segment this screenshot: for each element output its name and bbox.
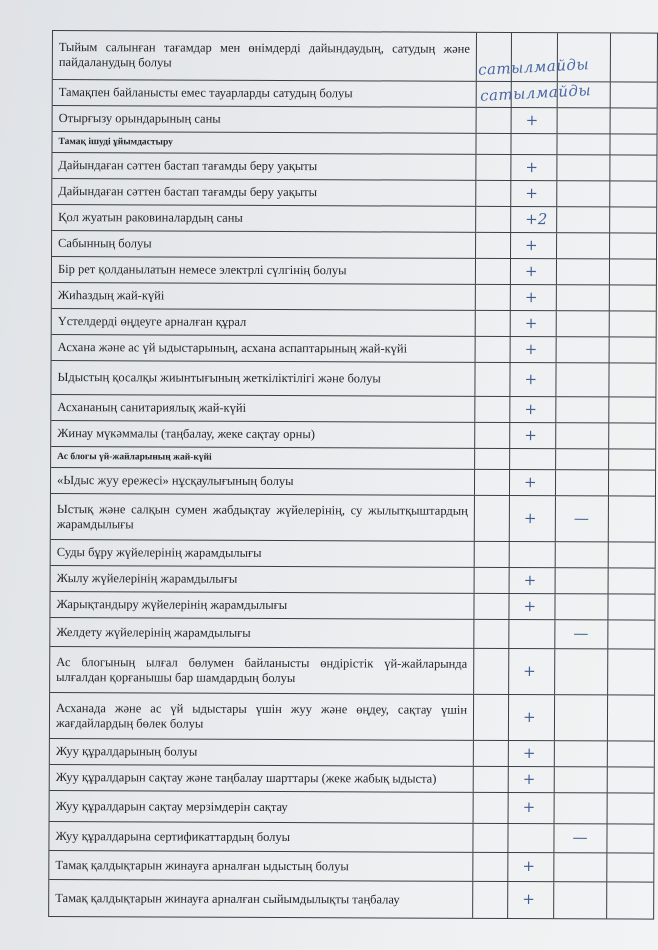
criterion-text: Жылу жүйелерінің жарамдылығы (51, 566, 475, 593)
table-row (52, 257, 656, 286)
mark-cell (555, 741, 608, 766)
criterion-text: Жиһаздың жай-күйі (52, 283, 476, 310)
table-row (51, 540, 655, 569)
mark-cell (474, 793, 509, 823)
mark-cell (474, 620, 509, 648)
criterion-text: Асхананың санитариялық жай-күйі (51, 395, 475, 422)
mark-cell (610, 181, 656, 206)
plus-mark: + (523, 596, 537, 615)
table-row (51, 361, 655, 398)
plus-mark: + (524, 399, 537, 418)
mark-cell (509, 695, 555, 740)
mark-cell (609, 542, 655, 567)
mark-cell (556, 568, 609, 593)
plus-mark: + (525, 110, 539, 129)
plus-mark: + (523, 661, 536, 680)
table-row (52, 335, 656, 364)
mark-cell (608, 620, 654, 648)
mark-cell (475, 397, 510, 422)
criterion-text: Асхана және ас үй ыдыстарының, асхана аспаптарының жай-күйі (52, 335, 476, 362)
table-row (50, 647, 654, 696)
criterion-text: Жуу құралдарының болуы (50, 739, 474, 766)
mark-cell (555, 767, 608, 792)
table-row (51, 421, 655, 450)
criterion-text: Ыдыстың қосалқы жиынтығының жеткіліктілігі және болуы (51, 361, 475, 396)
mark-cell (508, 824, 554, 852)
mark-cell (609, 449, 655, 469)
mark-cell (473, 824, 508, 852)
dash-mark: — (573, 508, 589, 527)
table-row (50, 592, 654, 621)
mark-cell (475, 568, 510, 593)
mark-cell (509, 594, 555, 619)
criterion-text: Суды бұру жүйелерінің жарамдылығы (51, 540, 475, 567)
mark-cell (609, 568, 655, 593)
mark-cell (473, 853, 508, 881)
mark-cell (555, 695, 608, 740)
dash-mark: — (573, 624, 589, 643)
mark-cell (511, 259, 557, 284)
mark-cell (607, 853, 653, 881)
mark-cell (611, 108, 657, 133)
mark-cell (555, 620, 608, 648)
plus-mark: + (524, 313, 538, 332)
plus-mark: +2 (525, 209, 548, 228)
plus-mark: + (524, 369, 538, 388)
plus-mark: + (524, 287, 538, 306)
handwritten-note-1: сатылмайды (477, 55, 590, 79)
mark-cell (476, 311, 511, 336)
table-row (50, 618, 654, 650)
plus-mark: + (522, 769, 536, 788)
plus-mark: + (522, 707, 536, 726)
mark-cell (556, 470, 609, 495)
mark-cell (511, 134, 557, 154)
criterion-text: Бір рет қолданылатын немесе электрлі сүлгінің болуы (52, 257, 476, 284)
mark-cell (475, 542, 510, 567)
plus-mark: + (522, 890, 535, 909)
criterion-text: Желдету жүйелерінің жарамдылығы (50, 618, 474, 648)
mark-cell (609, 363, 655, 396)
handwritten-note-2: сатылмайды (479, 81, 592, 105)
mark-cell (510, 470, 556, 495)
criterion-text: Дайындаған сәттен бастап тағамды беру уақыты (52, 153, 476, 180)
mark-cell (556, 449, 609, 469)
mark-cell (609, 496, 655, 541)
mark-cell (556, 397, 609, 422)
mark-cell (476, 259, 511, 284)
mark-cell (611, 82, 657, 107)
mark-cell (608, 594, 654, 619)
table-row (51, 494, 655, 543)
mark-cell (476, 181, 511, 206)
mark-cell (511, 285, 557, 310)
mark-cell (555, 793, 608, 823)
mark-cell (511, 311, 557, 336)
mark-cell (476, 285, 511, 310)
mark-cell (512, 108, 558, 133)
mark-cell (608, 695, 654, 740)
mark-cell (610, 207, 656, 232)
table-row (49, 880, 653, 919)
section-header-row (52, 132, 656, 156)
mark-cell (558, 108, 611, 133)
mark-cell (557, 285, 610, 310)
mark-cell (510, 449, 556, 469)
table-row (50, 693, 654, 742)
mark-cell (557, 134, 610, 154)
mark-cell (607, 882, 653, 918)
mark-cell (556, 363, 609, 396)
table-row (52, 153, 656, 182)
mark-cell (557, 233, 610, 258)
mark-cell (510, 423, 556, 448)
criterion-text: Жарықтандыру жүйелерінің жарамдылығы (50, 592, 474, 619)
plus-mark: + (522, 857, 535, 876)
mark-cell (610, 134, 656, 154)
table-row (50, 765, 654, 794)
table-row (52, 179, 656, 208)
mark-cell (610, 337, 656, 362)
criterion-text: «Ыдыс жуу ережесі» нұсқаулығының болуы (51, 468, 475, 495)
criterion-text: Дайындаған сәттен бастап тағамды беру уақыты (52, 179, 476, 206)
mark-cell (554, 853, 607, 881)
criterion-text: Асханада және ас үй ыдыстары үшін жуу және өңдеу, сақтау үшін жағдайлардың бөлек болуы (50, 693, 474, 740)
mark-cell (476, 337, 511, 362)
criterion-text: Ас блогының ылғал бөлумен байланысты өндірістік үй-жайларында ылғалдан қорғанышы бар шамдардың болуы (50, 647, 474, 694)
mark-cell (555, 594, 608, 619)
table-row (51, 566, 655, 595)
table-row (51, 395, 655, 424)
mark-cell (511, 155, 557, 180)
mark-cell (556, 496, 609, 541)
mark-cell (511, 181, 557, 206)
mark-cell (474, 594, 509, 619)
mark-cell (474, 649, 509, 694)
table-row (51, 468, 655, 497)
mark-cell (508, 853, 554, 881)
table-row (50, 791, 654, 825)
mark-cell (476, 155, 511, 180)
mark-cell (608, 793, 654, 823)
mark-cell (509, 620, 555, 648)
table-row (49, 822, 653, 854)
criterion-text: Жуу құралдарын сақтау мерзімдерін сақтау (50, 791, 474, 823)
mark-cell (607, 824, 653, 852)
plus-mark: + (525, 235, 538, 254)
plus-mark: + (524, 425, 537, 444)
mark-cell (509, 649, 555, 694)
mark-cell (554, 882, 607, 918)
mark-cell (557, 337, 610, 362)
table-row (50, 739, 654, 768)
mark-cell (557, 207, 610, 232)
mark-cell (476, 207, 511, 232)
mark-cell (475, 449, 510, 469)
mark-cell (474, 767, 509, 792)
criterion-text: Сабынның болуы (52, 231, 476, 258)
mark-cell (477, 108, 512, 133)
mark-cell (557, 311, 610, 336)
mark-cell (510, 568, 556, 593)
mark-cell (511, 233, 557, 258)
criterion-text: Тамақ қалдықтарын жинауға арналған сыйымдылықты таңбалау (49, 880, 473, 918)
mark-cell (511, 337, 557, 362)
plus-mark: + (523, 570, 537, 589)
section-header-row (51, 447, 655, 471)
table-row (49, 851, 653, 883)
mark-cell (474, 741, 509, 766)
mark-cell (475, 423, 510, 448)
mark-cell (510, 397, 556, 422)
section-title: Ас блогы үй-жайларының жай-күйі (51, 447, 475, 469)
mark-cell (476, 134, 511, 154)
plus-mark: + (522, 743, 536, 762)
mark-cell (557, 181, 610, 206)
mark-cell (509, 793, 555, 823)
mark-cell (557, 155, 610, 180)
criterion-text: Қол жуатын раковиналардың саны (52, 205, 476, 232)
criterion-text: Тамақпен байланысты емес тауарларды сатудың болуы (53, 80, 477, 107)
mark-cell (610, 233, 656, 258)
mark-cell (510, 363, 556, 396)
mark-cell (609, 397, 655, 422)
dash-mark: — (572, 828, 588, 847)
mark-cell (476, 233, 511, 258)
table-row (52, 283, 656, 312)
table-row (53, 106, 657, 135)
mark-cell (510, 542, 556, 567)
plus-mark: + (523, 472, 537, 491)
mark-cell (475, 470, 510, 495)
mark-cell (608, 649, 654, 694)
plus-mark: + (525, 157, 539, 176)
mark-cell (556, 542, 609, 567)
criterion-text: Отырғызу орындарының саны (53, 106, 477, 133)
mark-cell (475, 363, 510, 396)
criterion-text: Тамақ қалдықтарын жинауға арналған ыдыстың болуы (49, 851, 473, 881)
mark-cell (611, 33, 657, 81)
checklist-table (48, 30, 658, 920)
mark-cell (509, 767, 555, 792)
mark-cell (610, 285, 656, 310)
table-row (52, 205, 656, 234)
mark-cell (556, 423, 609, 448)
mark-cell (509, 741, 555, 766)
criterion-text: Жуу құралдарына сертификаттардың болуы (49, 822, 473, 852)
mark-cell (555, 649, 608, 694)
mark-cell (473, 882, 508, 918)
table-row (52, 231, 656, 260)
mark-cell (610, 259, 656, 284)
plus-mark: + (524, 261, 538, 280)
section-title: Тамақ ішуді ұйымдастыру (52, 132, 476, 154)
criterion-text: Жинау мүкәммалы (таңбалау, жеке сақтау орны) (51, 421, 475, 448)
mark-cell (608, 741, 654, 766)
criterion-text: Жуу құралдарын сақтау және таңбалау шарттары (жеке жабық ыдыста) (50, 765, 474, 792)
mark-cell (474, 695, 509, 740)
plus-mark: + (524, 339, 538, 358)
mark-cell (475, 496, 510, 541)
criterion-text: Үстелдерді өңдеуге арналған құрал (52, 309, 476, 336)
plus-mark: + (523, 508, 537, 527)
mark-cell (554, 824, 607, 852)
mark-cell (610, 311, 656, 336)
criterion-text: Ыстық және салқын сумен жабдықтау жүйелерінің, су жылытқыштардың жарамдылығы (51, 494, 475, 541)
plus-mark: + (522, 798, 536, 817)
mark-cell (508, 882, 554, 918)
mark-cell (608, 767, 654, 792)
criterion-text: Тыйым салынған тағамдар мен өнімдерді дайындаудың, сатудың және пайдаланудың болуы (53, 31, 477, 81)
mark-cell (511, 207, 557, 232)
mark-cell (609, 423, 655, 448)
plus-mark: + (525, 183, 538, 202)
mark-cell (610, 155, 656, 180)
mark-cell (557, 259, 610, 284)
mark-cell (510, 496, 556, 541)
table-row (52, 309, 656, 338)
mark-cell (609, 470, 655, 495)
